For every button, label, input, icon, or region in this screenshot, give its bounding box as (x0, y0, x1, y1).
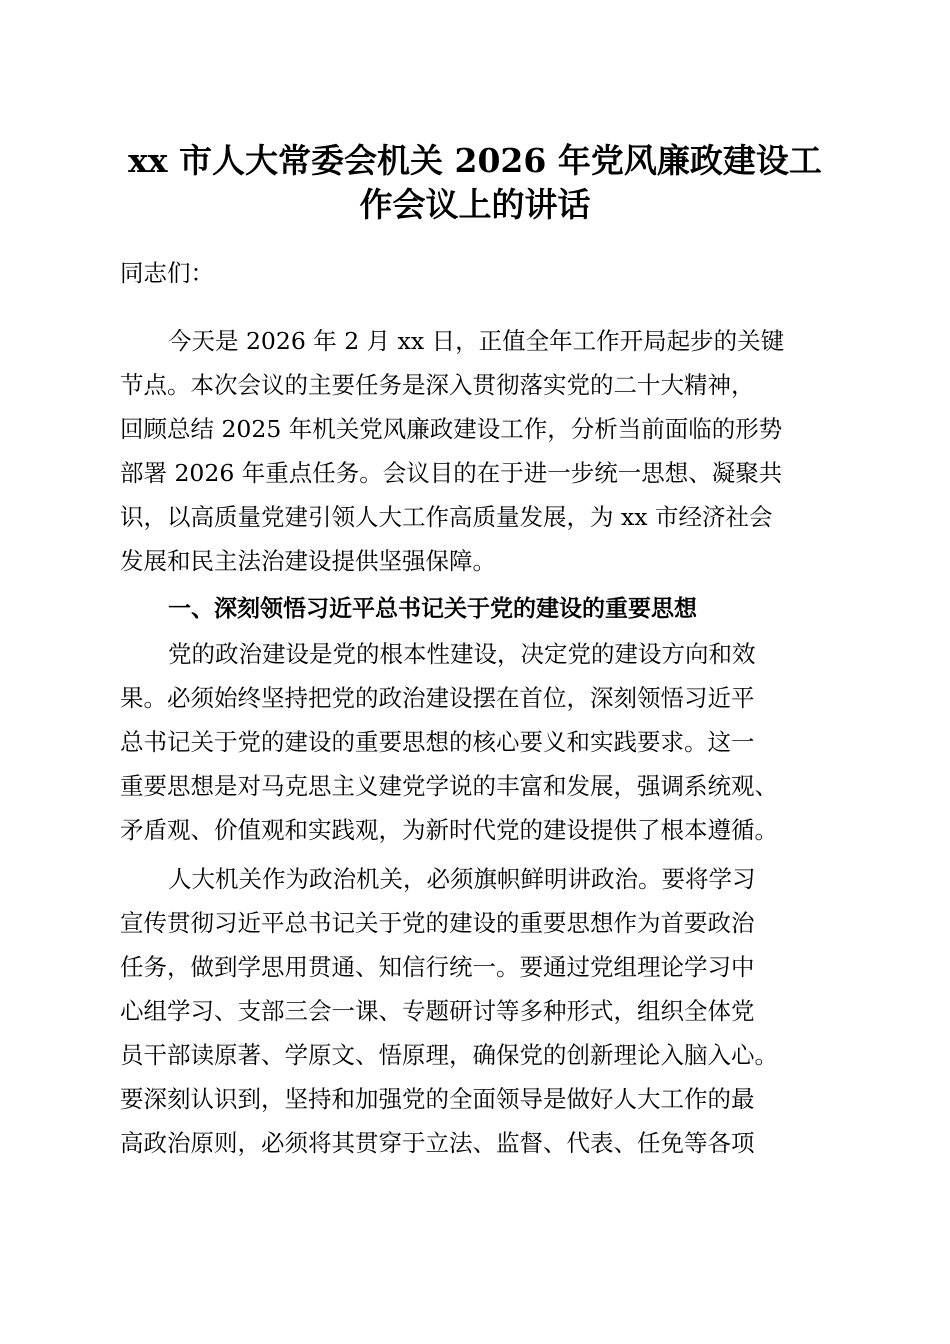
paragraph-1-line: 识，以高质量党建引领人大工作高质量发展，为 xx 市经济社会 (120, 503, 773, 531)
paragraph-2-line: 重要思想是对马克思主义建党学说的丰富和发展，强调系统观、 (120, 772, 778, 800)
paragraph-3-line: 高政治原则，必须将其贯穿于立法、监督、代表、任免等各项 (120, 1129, 755, 1157)
paragraph-1-line: 今天是 2026 年 2 月 xx 日，正值全年工作开局起步的关键 (168, 327, 785, 355)
paragraph-1-line: 节点。本次会议的主要任务是深入贯彻落实党的二十大精神， (120, 371, 755, 399)
paragraph-3-line: 人大机关作为政治机关，必须旗帜鲜明讲政治。要将学习 (168, 865, 756, 893)
paragraph-1-line: 部署 2026 年重点任务。会议目的在于进一步统一思想、凝聚共 (120, 459, 783, 487)
paragraph-3-line: 宣传贯彻习近平总书记关于党的建设的重要思想作为首要政治 (120, 909, 755, 937)
document-title-line-1: xx 市人大常委会机关 2026 年党风廉政建设工 (128, 141, 822, 180)
document-title-line-2: 作会议上的讲话 (359, 185, 591, 224)
paragraph-1-line: 回顾总结 2025 年机关党风廉政建设工作，分析当前面临的形势 (120, 415, 783, 443)
section-heading: 一、深刻领悟习近平总书记关于党的建设的重要思想 (168, 596, 697, 622)
paragraph-1-line: 发展和民主法治建设提供坚强保障。 (120, 547, 496, 575)
salutation: 同志们： (120, 259, 214, 287)
paragraph-3-line: 任务，做到学思用贯通、知信行统一。要通过党组理论学习中 (120, 953, 755, 981)
paragraph-2-line: 党的政治建设是党的根本性建设，决定党的建设方向和效 (168, 640, 756, 668)
paragraph-2-line: 总书记关于党的建设的重要思想的核心要义和实践要求。这一 (120, 728, 755, 756)
paragraph-2-line: 果。必须始终坚持把党的政治建设摆在首位，深刻领悟习近平 (120, 684, 755, 712)
paragraph-2-line: 矛盾观、价值观和实践观，为新时代党的建设提供了根本遵循。 (120, 816, 778, 844)
paragraph-3-line: 要深刻认识到，坚持和加强党的全面领导是做好人大工作的最 (120, 1085, 755, 1113)
paragraph-3-line: 员干部读原著、学原文、悟原理，确保党的创新理论入脑入心。 (120, 1041, 778, 1069)
paragraph-3-line: 心组学习、支部三会一课、专题研讨等多种形式，组织全体党 (120, 997, 755, 1025)
